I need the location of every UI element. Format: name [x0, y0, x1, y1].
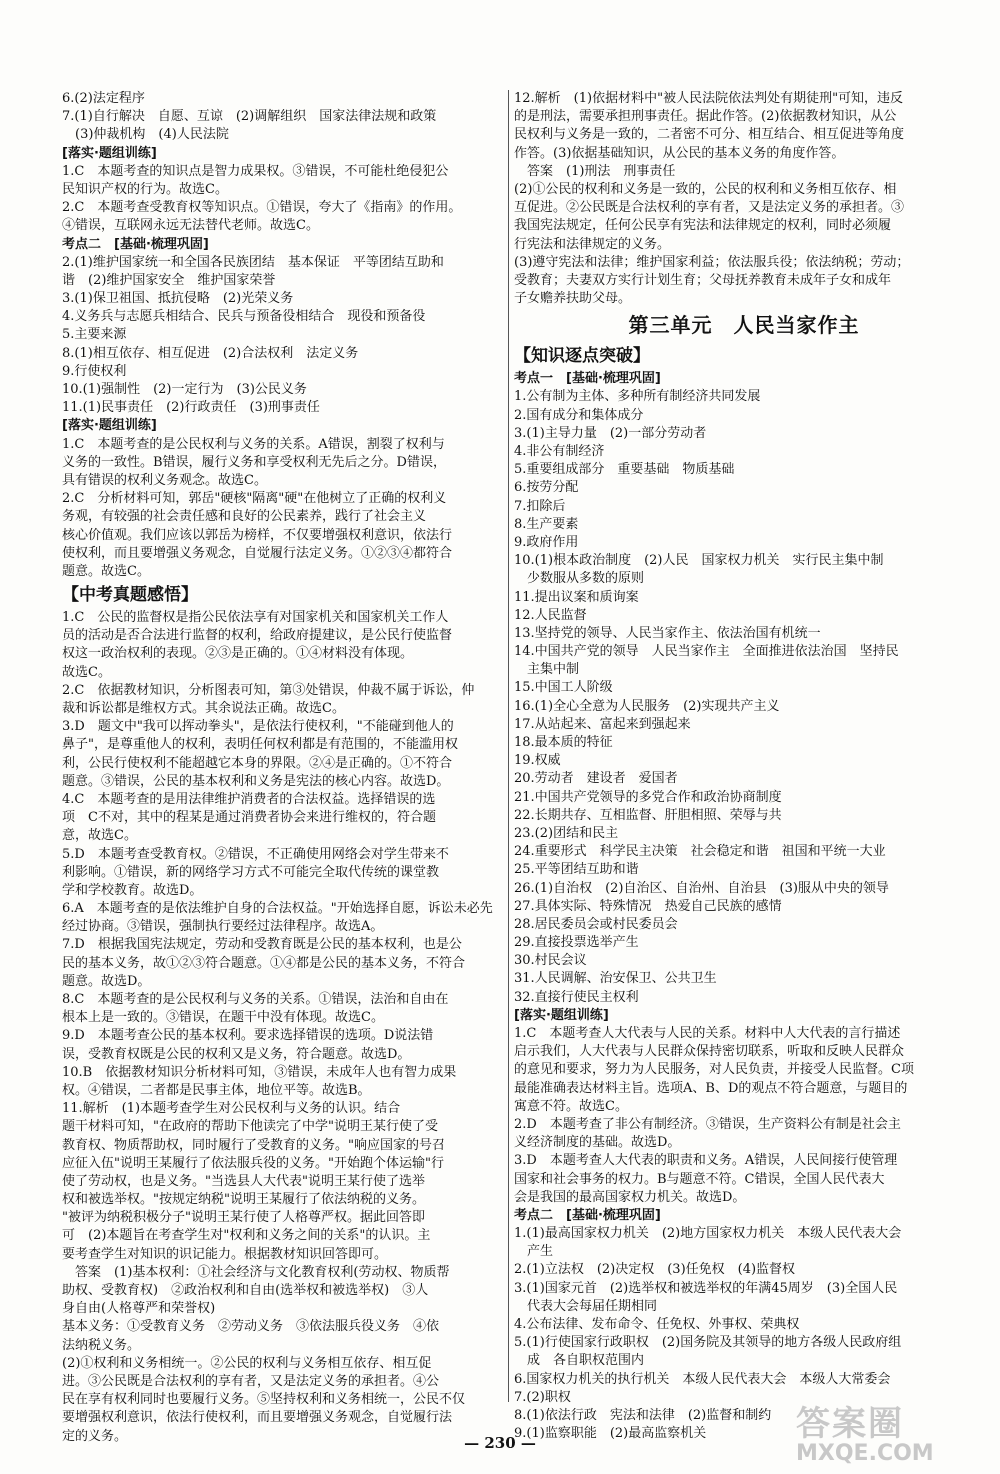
text-line: 项 C不对，其中的程某是通过消费者协会来进行维权的，符合题 — [62, 810, 436, 826]
text-line: 2.(1)维护国家统一和全国各民族团结 基本保证 平等团结互助和 — [62, 254, 444, 270]
text-line: 法纳税义务。 — [62, 1337, 141, 1353]
watermark-logo — [796, 1396, 986, 1466]
text-line: 具有错误的权利义务观念。故选C。 — [62, 472, 267, 488]
text-line: 使权利，而且要增强义务观念，自觉履行法定义务。①②③④都符合 — [62, 545, 453, 561]
text-line: 基本义务：①受教育义务 ②劳动义务 ③依法服兵役义务 ④依 — [62, 1319, 440, 1335]
text-line: 的意见和要求，努力为人民服务，对人民负责，并接受人民监督。C项 — [514, 1062, 914, 1078]
text-line: 教育权、物质帮助权，同时履行了受教育的义务。"响应国家的号召 — [62, 1137, 445, 1153]
text-line: 25.平等团结互助和谐 — [514, 862, 639, 878]
text-line: 23.(2)团结和民主 — [514, 825, 619, 841]
text-line: 24.重要形式 科学民主决策 社会稳定和谐 祖国和平统一大业 — [514, 844, 886, 860]
text-line: 进。③公民既是合法权利的享有者，又是法定义务的承担者。④公 — [62, 1373, 440, 1389]
text-line: 15.中国工人阶级 — [514, 680, 613, 696]
page-number: — 230 — — [464, 1434, 536, 1452]
text-line: 3.D 题文中"我可以挥动拳头"，是依法行使权利，"不能碰到他人的 — [62, 719, 454, 735]
text-line: 6.按劳分配 — [514, 480, 579, 496]
text-line: 受教育；夫妻双方实行计划生育；父母抚养教育未成年子女和成年 — [514, 272, 892, 288]
text-line: 9.D 本题考查公民的基本权利。要求选择错误的选项。D说法错 — [62, 1028, 434, 1044]
text-line: 根本上是一致的。③错误，在题干中没有体现。故选C。 — [62, 1010, 384, 1026]
text-line: 11.提出议案和质询案 — [514, 589, 639, 605]
text-line: 8.(1)相互依存、相互促进 (2)合法权利 法定义务 — [62, 345, 359, 361]
text-line: "被评为纳税积极分子"说明王某行使了人格尊严权。据此回答即 — [62, 1210, 425, 1226]
text-line: 13.坚持党的领导、人民当家作主、依法治国有机统一 — [514, 625, 821, 641]
text-line: 2.C 分析材料可知，郭岳"硬核"隔离"硬"在他树立了正确的权利义 — [62, 491, 447, 507]
watermark-url: MXQE.COM — [796, 1441, 934, 1466]
text-line: 20.劳动者 建设者 爱国者 — [514, 771, 678, 787]
subsection-heading: 考点一 [基础·梳理巩固] — [514, 371, 661, 387]
text-line: 10.B 依据教材知识分析材料可知，③错误，未成年人也有智力成果 — [62, 1064, 457, 1080]
text-line: 6.(2)法定程序 — [62, 91, 145, 106]
text-line: 我国宪法规定，任何公民享有宪法和法律规定的权利，同时必须履 — [514, 218, 892, 234]
text-line: 子女赡养扶助父母。 — [514, 291, 632, 307]
text-line: 27.具体实际、特殊情况 热爱自己民族的感情 — [514, 898, 782, 914]
section-heading: 【知识逐点突破】 — [514, 346, 650, 367]
section-heading: 【中考真题感悟】 — [62, 585, 198, 606]
text-line: 权。④错误，二者都是民事主体，地位平等。故选B。 — [62, 1082, 371, 1098]
text-line: (2)①公民的权利和义务是一致的，公民的权利和义务相互依存、相 — [514, 181, 897, 197]
text-line: 32.直接行使民主权利 — [514, 989, 639, 1005]
text-line: 17.从站起来、富起来到强起来 — [514, 716, 691, 732]
text-line: 10.(1)根本政治制度 (2)人民 国家权力机关 实行民主集中制 — [514, 553, 884, 569]
text-line: 4.C 本题考查的是用法律维护消费者的合法权益。选择错误的选 — [62, 791, 436, 807]
text-line: 员的活动是否合法进行监督的权利，给政府提建议，是公民行使监督 — [62, 628, 453, 644]
text-line: 要考查学生对知识的识记能力。根据教材知识回答即可。 — [62, 1246, 388, 1262]
text-line: 7.(1)自行解决 自愿、互谅 (2)调解组织 国家法律法规和政策 — [62, 109, 437, 125]
text-line: 7.D 根据我国宪法规定，劳动和受教育既是公民的基本权利，也是公 — [62, 937, 462, 953]
text-line: 行宪法和法律规定的义务。 — [514, 236, 671, 252]
text-line: 5.D 本题考查受教育权。②错误，不正确使用网络会对学生带来不 — [62, 846, 449, 862]
text-line: 国家和社会事务的权力。B与题意不符。C错误，全国人民代表大 — [514, 1171, 885, 1187]
text-line: 义务的一致性。B错误，履行义务和享受权利无先后之分。D错误， — [62, 454, 446, 470]
text-line: 18.最本质的特征 — [514, 735, 613, 750]
text-line: 2.C 本题考查受教育权等知识点。①错误，夸大了《指南》的作用。 — [62, 200, 462, 216]
text-line: 3.(1)主导力量 (2)一部分劳动者 — [514, 425, 707, 441]
subsection-heading: 考点二 [基础·梳理巩固] — [62, 236, 209, 252]
text-line: 9.行使权利 — [62, 363, 127, 379]
text-line: 的是刑法，需要承担刑事责任。据此作答。(2)依据教材知识，从公 — [514, 109, 897, 125]
text-line: (2)①权利和义务相统一。②公民的权利与义务相互依存、相互促 — [62, 1355, 432, 1371]
right-column — [514, 90, 974, 1443]
text-line: 题意。故选C。 — [62, 563, 150, 579]
text-line: 利，公民行使权利不能超越它本身的界限。②④是正确的。①不符合 — [62, 755, 453, 771]
text-line: 30.村民会议 — [514, 953, 587, 969]
text-line: 裁和诉讼都是维权方式。其余说法正确。故选C。 — [62, 701, 345, 716]
text-line: 2.D 本题考查了非公有制经济。③错误，生产资料公有制是社会主 — [514, 1116, 901, 1132]
text-line: 核心价值观。我们应该以郭岳为榜样，不仅要增强权利意识，依法行 — [62, 527, 453, 543]
text-line: 11.(1)民事责任 (2)行政责任 (3)刑事责任 — [62, 400, 320, 416]
text-line: 1.C 本题考查的是公民权利与义务的关系。A错误，割裂了权利与 — [62, 436, 445, 452]
text-line: 1.(1)最高国家权力机关 (2)地方国家权力机关 本级人民代表大会 — [514, 1226, 902, 1242]
text-line: 8.C 本题考查的是公民权利与义务的关系。①错误，法治和自由在 — [62, 992, 449, 1007]
text-line: 29.直接投票选举产生 — [514, 935, 639, 951]
text-line: 9.(1)监察职能 (2)最高监察机关 — [514, 1426, 707, 1442]
text-line: 题意。故选D。 — [62, 973, 151, 989]
text-line: 互促进。②公民既是合法权利的享有者，又是法定义务的承担者。③ — [514, 200, 905, 216]
text-line: 谐 (2)维护国家安全 维护国家荣誉 — [62, 272, 276, 288]
text-line: 3.D 本题考查人大代表的职责和义务。A错误，人民间接行使管理 — [514, 1153, 898, 1169]
text-line: 10.(1)强制性 (2)一定行为 (3)公民义务 — [62, 382, 307, 397]
text-line: 定的义务。 — [62, 1428, 128, 1444]
text-line: 5.(1)行使国家行政职权 (2)国务院及其领导的地方各级人民政府组 — [514, 1335, 902, 1351]
text-line: 4.公布法律、发布命令、任免权、外事权、荣典权 — [514, 1317, 800, 1332]
text-line: 26.(1)自治权 (2)自治区、自治州、自治县 (3)服从中央的领导 — [514, 880, 889, 896]
subsection-heading: [落实·题组训练] — [62, 145, 157, 161]
text-line: 产生 — [514, 1244, 554, 1260]
text-line: 14.中国共产党的领导 人民当家作主 全面推进依法治国 坚持民 — [514, 644, 899, 660]
text-line: 应征入伍"说明王某履行了依法服兵役的义务。"开始跑个体运输"行 — [62, 1155, 444, 1171]
text-line: 12.解析 (1)依据材料中"被人民法院依法判处有期徒刑"可知，违反 — [514, 91, 904, 106]
text-line: 民在享有权利同时也要履行义务。⑤坚持权利和义务相统一，公民不仅 — [62, 1392, 466, 1408]
text-line: 6.国家权力机关的执行机关 本级人民代表大会 本级人大常委会 — [514, 1371, 891, 1387]
text-line: 答案 (1)基本权利：①社会经济与文化教育权利(劳动权、物质帮 — [62, 1264, 450, 1280]
text-line: 民权利与义务是一致的，二者密不可分、相互结合、相互促进等角度 — [514, 127, 905, 143]
text-line: 务观，有较强的社会责任感和良好的公民素养，践行了社会主义 — [62, 509, 427, 525]
text-line: 权和被选举权。"按规定纳税"说明王某履行了依法纳税的义务。 — [62, 1192, 425, 1208]
text-line: 学和学校教育。故选D。 — [62, 882, 203, 898]
subsection-heading: [落实·题组训练] — [62, 418, 157, 434]
text-line: 31.人民调解、治安保卫、公共卫生 — [514, 971, 717, 987]
text-line: 4.非公有制经济 — [514, 444, 605, 459]
text-line: 鼻子"，是尊重他人的权利，表明任何权利都是有范围的，不能滥用权 — [62, 737, 458, 753]
text-line: 民的基本义务，故①②③符合题意。①④都是公民的基本义务，不符合 — [62, 955, 466, 971]
text-line: 2.国有成分和集体成分 — [514, 407, 644, 423]
text-line: 21.中国共产党领导的多党合作和政治协商制度 — [514, 789, 782, 805]
text-line: 启示我们，人大代表与人民群众保持密切联系，听取和反映人民群众 — [514, 1044, 905, 1060]
watermark-text: 答案圈 — [796, 1404, 904, 1444]
text-line: 19.权威 — [514, 753, 561, 769]
text-line: 2.(1)立法权 (2)决定权 (3)任免权 (4)监督权 — [514, 1262, 796, 1278]
text-line: 6.A 本题考查的是依法维护自身的合法权益。"开始选择自愿，诉讼未必先 — [62, 901, 493, 917]
text-line: 代表大会每届任期相同 — [514, 1298, 658, 1314]
text-line: 11.解析 (1)本题考查学生对公民权利与义务的认识。结合 — [62, 1101, 401, 1117]
text-line: 22.长期共存、互相监督、肝胆相照、荣辱与共 — [514, 807, 782, 823]
text-line: 5.主要来源 — [62, 327, 127, 343]
text-line: 题干材料可知，"在政府的帮助下他读完了中学"说明王某行使了受 — [62, 1119, 438, 1135]
text-line: 少数服从多数的原则 — [514, 571, 645, 587]
text-line: 1.C 公民的监督权是指公民依法享有对国家机关和国家机关工作人 — [62, 610, 449, 626]
text-line: 民知识产权的行为。故选C。 — [62, 181, 228, 197]
text-line: 3.(1)国家元首 (2)选举权和被选举权的年满45周岁 (3)全国人民 — [514, 1280, 898, 1296]
text-line: 28.居民委员会或村民委员会 — [514, 916, 678, 932]
text-line: 7.扣除后 — [514, 498, 566, 514]
text-line: 寓意不符。故选C。 — [514, 1098, 628, 1114]
text-line: 4.义务兵与志愿兵相结合、民兵与预备役相结合 现役和预备役 — [62, 309, 426, 325]
text-line: 9.政府作用 — [514, 534, 579, 550]
column-divider — [508, 90, 509, 1402]
text-line: 意，故选C。 — [62, 828, 137, 844]
text-line: 5.重要组成部分 重要基础 物质基础 — [514, 462, 735, 478]
text-line: 义经济制度的基础。故选D。 — [514, 1135, 681, 1151]
text-line: 要增强权利意识，依法行使权利，而且要增强义务观念，自觉履行法 — [62, 1410, 453, 1426]
text-line: 故选C。 — [62, 664, 111, 680]
text-line: 经过协商。③错误，强制执行要经过法律程序。故选A。 — [62, 919, 384, 935]
text-line: 1.C 本题考查的知识点是智力成果权。③错误，不可能杜绝侵犯公 — [62, 163, 449, 179]
unit-title: 第三单元 人民当家作主 — [628, 313, 860, 338]
text-line: 1.C 本题考查人大代表与人民的关系。材料中人大代表的言行描述 — [514, 1026, 901, 1041]
text-line: 误，受教育权既是公民的权利又是义务，符合题意。故选D。 — [62, 1046, 411, 1062]
text-line: ④错误，互联网永远无法替代老师。故选C。 — [62, 218, 319, 234]
text-line: (3)仲裁机构 (4)人民法院 — [62, 127, 229, 143]
subsection-heading: [落实·题组训练] — [514, 1007, 609, 1023]
text-line: 成 各自职权范围内 — [514, 1353, 645, 1369]
text-line: 会是我国的最高国家权力机关。故选D。 — [514, 1189, 746, 1205]
text-line: 利影响。①错误，新的网络学习方式不可能完全取代传统的课堂教 — [62, 864, 440, 880]
text-line: 答案 (1)刑法 刑事责任 — [514, 163, 676, 179]
text-line: 主集中制 — [514, 662, 580, 678]
text-line: 作答。(3)依据基础知识，从公民的基本义务的角度作答。 — [514, 145, 845, 161]
subsection-heading: 考点二 [基础·梳理巩固] — [514, 1207, 661, 1223]
text-line: 1.公有制为主体、多种所有制经济共同发展 — [514, 389, 761, 405]
text-line: 最能准确表达材料主旨。选项A、B、D的观点不符合题意，与题目的 — [514, 1080, 908, 1096]
text-line: 题意。③错误，公民的基本权利和义务是宪法的核心内容。故选D。 — [62, 773, 450, 789]
text-line: 可 (2)本题旨在考查学生对"权利和义务之间的关系"的认识。主 — [62, 1228, 431, 1244]
text-line: 8.(1)依法行政 宪法和法律 (2)监督和制约 — [514, 1407, 772, 1423]
text-line: 2.C 依据教材知识，分析图表可知，第③处错误，仲裁不属于诉讼，仲 — [62, 682, 475, 698]
text-line: (3)遵守宪法和法律；维护国家利益；依法服兵役；依法纳税；劳动； — [514, 254, 910, 270]
left-column — [62, 90, 504, 1446]
text-line: 助权、受教育权) ②政治权利和自由(选举权和被选举权) ③人 — [62, 1283, 429, 1298]
text-line: 12.人民监督 — [514, 607, 587, 623]
text-line: 权这一政治权利的表现。②③是正确的。①④材料没有体现。 — [62, 646, 414, 662]
text-line: 16.(1)全心全意为人民服务 (2)实现共产主义 — [514, 698, 780, 714]
text-line: 8.生产要素 — [514, 516, 579, 532]
text-line: 使了劳动权，也是义务。"当选县人大代表"说明王某行使了选举 — [62, 1173, 425, 1189]
text-line: 3.(1)保卫祖国、抵抗侵略 (2)光荣义务 — [62, 291, 294, 307]
text-line: 身自由(人格尊严和荣誉权) — [62, 1301, 216, 1317]
text-line: 7.(2)职权 — [514, 1389, 571, 1405]
